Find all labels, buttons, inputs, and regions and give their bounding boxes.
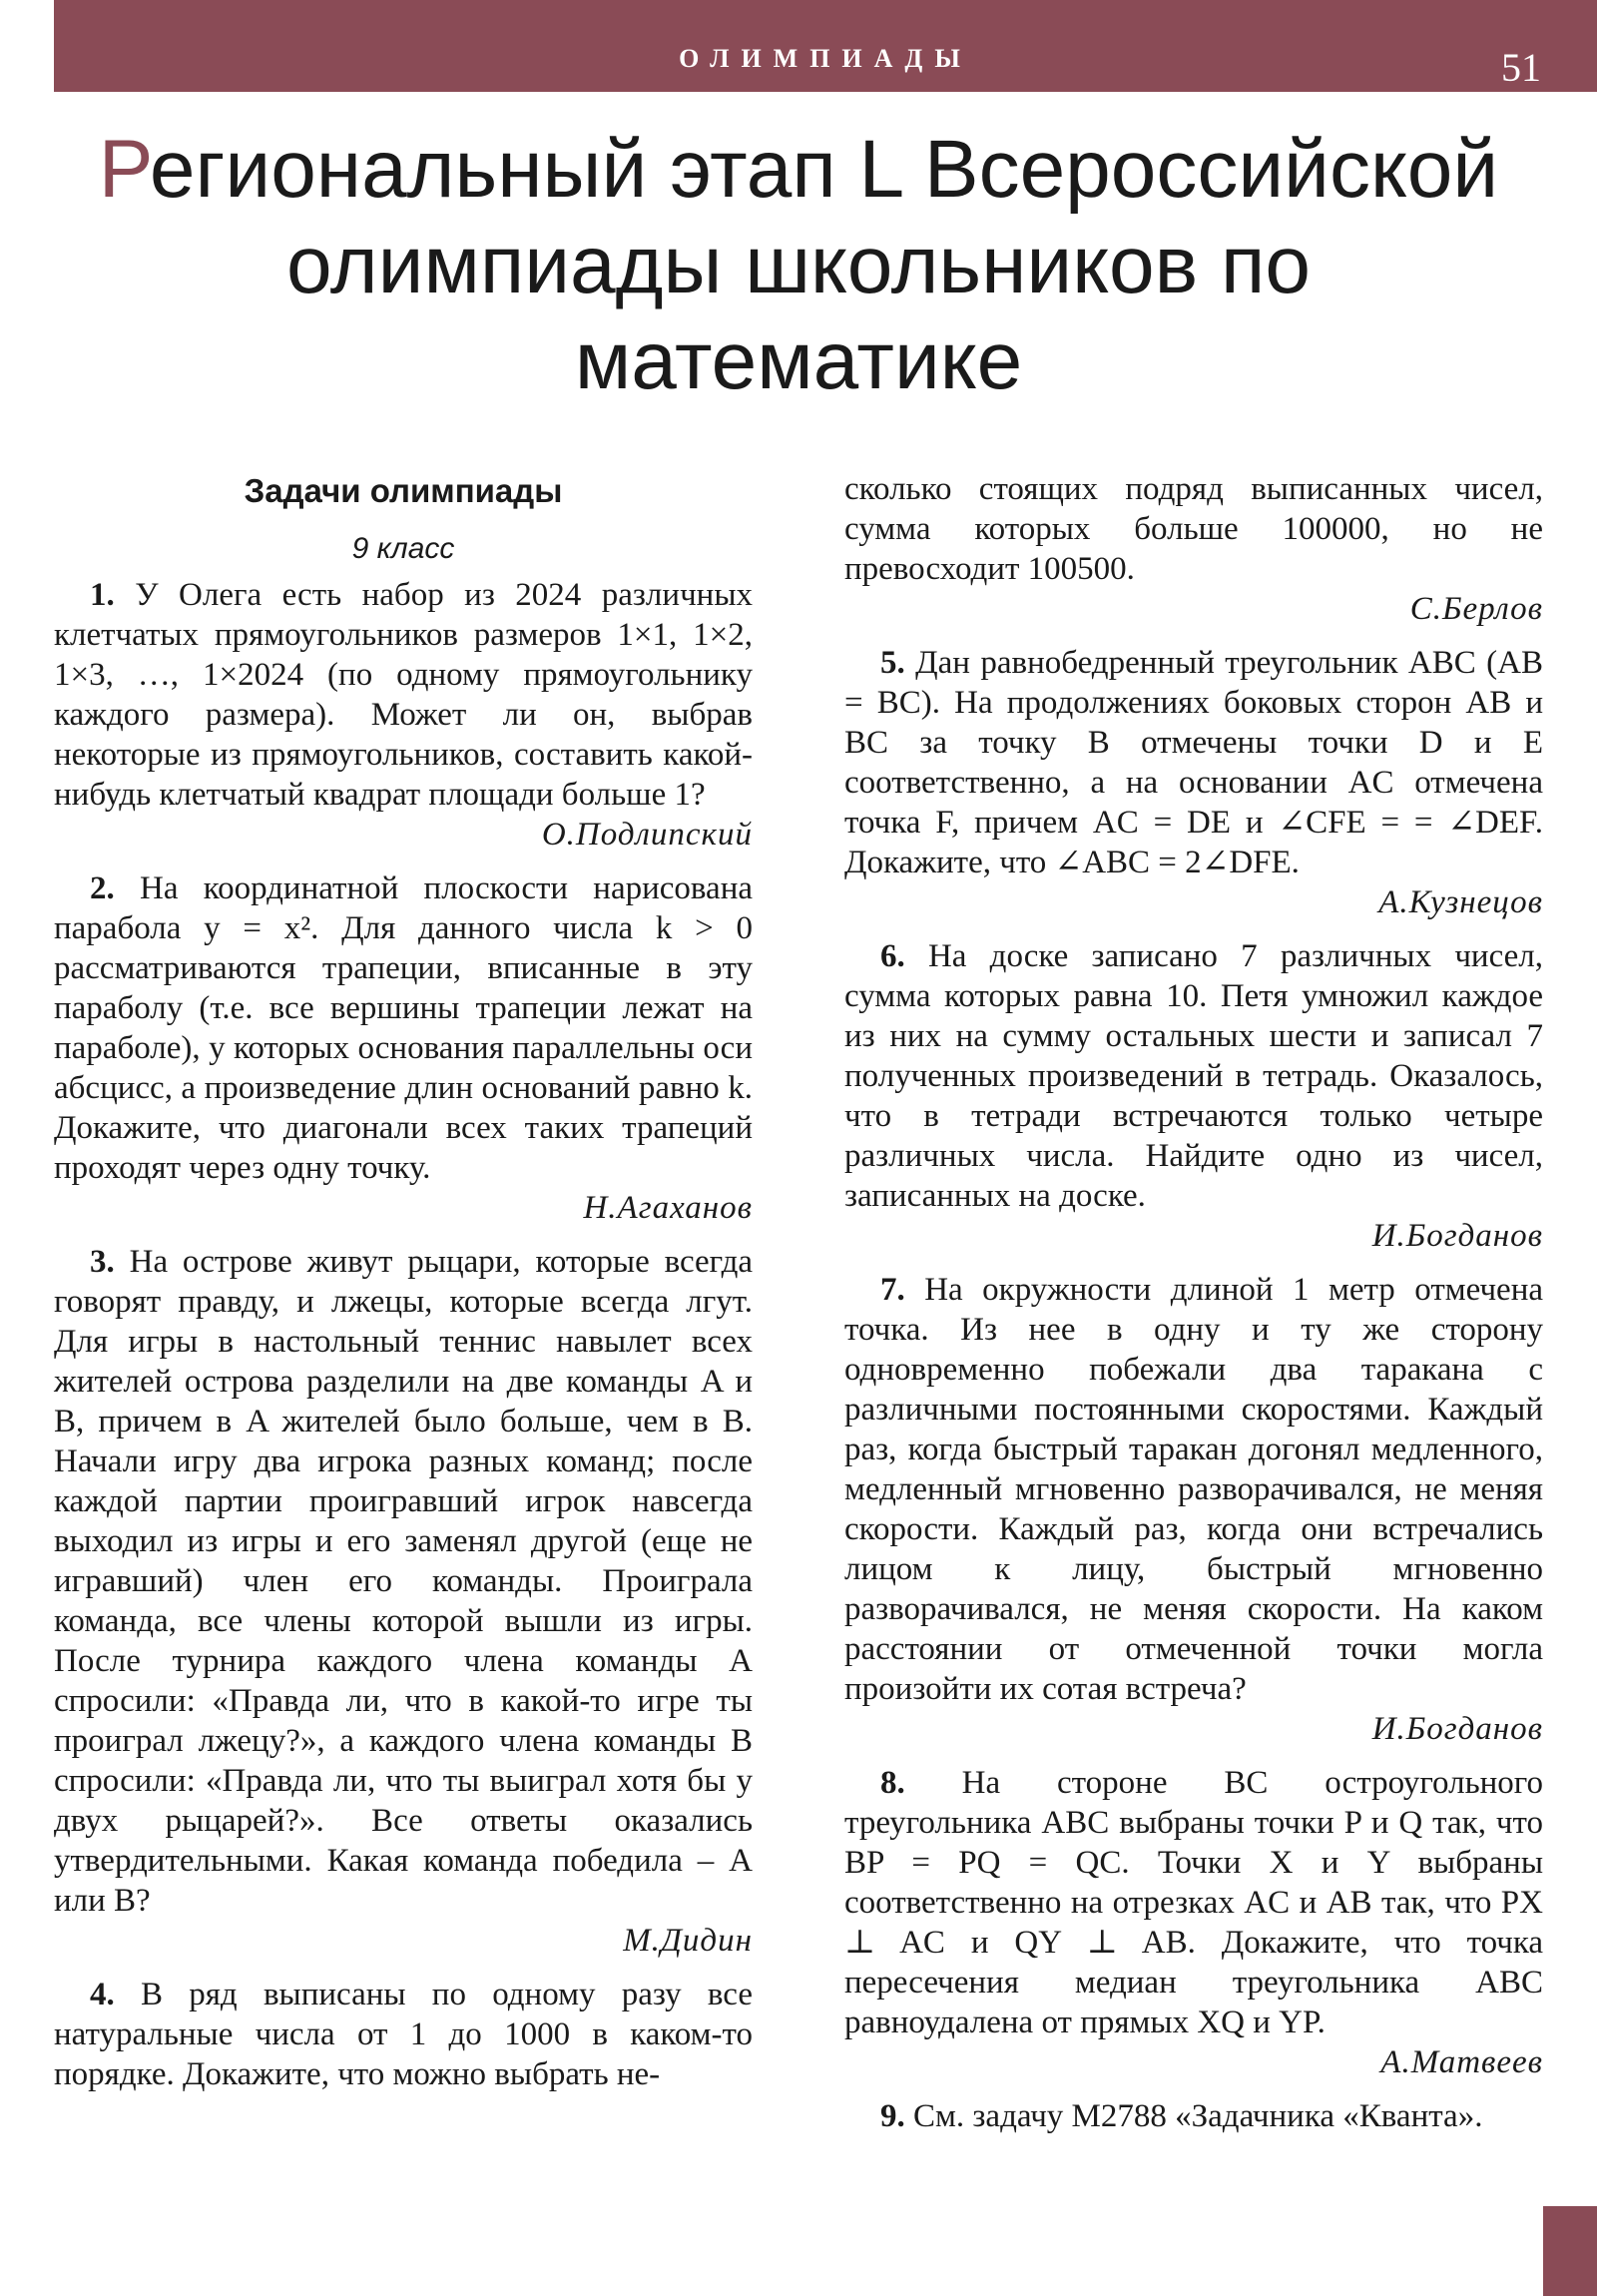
problem-number: 7. xyxy=(880,1272,905,1308)
problem-3 xyxy=(54,1242,753,1961)
problem-5 xyxy=(844,643,1543,922)
right-column xyxy=(844,469,1543,2150)
problem-text: сколько стоящих подряд выписанных чисел, сумма которых больше 100000, но не превосходит 100500. xyxy=(844,471,1543,587)
title-text: егиональный этап L Всероссийской олимпиады школьников по математике xyxy=(149,124,1499,406)
problem-4-continued xyxy=(844,469,1543,629)
problem-1 xyxy=(54,575,753,855)
problem-number: 1. xyxy=(90,577,115,613)
title-initial-letter: Р xyxy=(98,124,150,215)
problem-author: А.Матвеев xyxy=(1380,2044,1543,2080)
problem-number: 5. xyxy=(880,645,905,681)
problem-text: На острове живут рыцари, которые всегда говорят правду, и лжецы, которые всегда лгут. Для игры в настольный теннис навылет всех жителей острова разделили на две команды A и B, причем в A жителей было больше, чем в B. Начали игру два игрока разных команд; после каждой партии проигравший игрок навсегда выходил из игры и его заменял другой (еще не игравший) член его команды. Проиграла команда, все члены которой вышли из игры. После турнира каждого члена команды A спросили: «Правда ли, что в какой-то игре ты проиграл лжецу?», а каждого члена команды B спросили: «Правда ли, что ты выиграл хотя бы у двух рыцарей?». Все ответы оказались утвердительными. Какая команда победила – A или B? xyxy=(54,1244,754,1919)
problem-text: В ряд выписаны по одному разу все натуральные числа от 1 до 1000 в каком-то порядке. Докажите, что можно выбрать не- xyxy=(54,1977,754,2092)
problem-text: Дан равнобедренный треугольник ABC (AB = BC). На продолжениях боковых сторон AB и BC за точку B отмечены точки D и E соответственно, а на основании AC отмечена точка F, причем AC = DE и ∠CFE = = ∠DEF. Докажите, что ∠ABC = 2∠DFE. xyxy=(844,645,1543,880)
problem-6 xyxy=(844,936,1543,1256)
problem-text: На окружности длиной 1 метр отмечена точка. Из нее в одну и ту же сторону одновременно побежали два таракана с различными постоянными скоростями. Каждый раз, когда быстрый таракан догонял медленного, медленный мгновенно разворачивался, не меняя скорости. Каждый раз, когда они встречались лицом к лицу, быстрый мгновенно разворачивался, не меняя скорости. На каком расстоянии от отмеченной точки могла произойти их сотая встреча? xyxy=(844,1272,1543,1707)
page-title xyxy=(60,122,1537,409)
problem-author: И.Богданов xyxy=(1371,1218,1543,1254)
problem-text: На доске записано 7 различных чисел, сумма которых равна 10. Петя умножил каждое из них на сумму остальных шести и записал 7 полученных произведений в тетрадь. Оказалось, что в тетради встречаются только четыре различных числа. Найдите одно из чисел, записанных на доске. xyxy=(844,938,1543,1214)
problem-number: 3. xyxy=(90,1244,115,1280)
problem-4 xyxy=(54,1975,753,2094)
problem-text: См. задачу М2788 «Задачника «Кванта». xyxy=(913,2098,1483,2134)
problem-author: А.Кузнецов xyxy=(1378,884,1543,920)
section-heading: Задачи олимпиады xyxy=(244,472,563,509)
problem-9 xyxy=(844,2096,1543,2136)
problem-number: 6. xyxy=(880,938,905,974)
problem-author: С.Берлов xyxy=(1409,591,1543,627)
problem-text: На координатной плоскости нарисована парабола y = x². Для данного числа k > 0 рассматриваются трапеции, вписанные в эту параболу (т.е. все вершины трапеции лежат на параболе), у которых основания параллельны оси абсцисс, а произведение длин оснований равно k. Докажите, что диагонали всех таких трапеций проходят через одну точку. xyxy=(54,870,754,1186)
problem-2 xyxy=(54,868,753,1228)
problem-author: И.Богданов xyxy=(1371,1711,1543,1747)
page-number: 51 xyxy=(1501,45,1541,90)
left-column xyxy=(54,469,753,2108)
header-bar xyxy=(54,0,1597,92)
section-label: ОЛИМПИАДЫ xyxy=(679,44,972,73)
problem-author: М.Дидин xyxy=(623,1923,753,1959)
problem-author: Н.Агаханов xyxy=(583,1190,753,1226)
corner-decoration xyxy=(1543,2206,1597,2296)
problem-number: 2. xyxy=(90,870,115,906)
problem-number: 8. xyxy=(880,1765,905,1801)
problem-7 xyxy=(844,1270,1543,1749)
problem-text: У Олега есть набор из 2024 различных клетчатых прямоугольников размеров 1×1, 1×2, 1×3, …, 1×2024 (по одному прямоугольнику каждого размера). Может ли он, выбрав некоторые из прямоугольников, составить какой-нибудь клетчатый квадрат площади больше 1? xyxy=(54,577,753,813)
problem-8 xyxy=(844,1763,1543,2082)
problem-number: 9. xyxy=(880,2098,905,2134)
grade-label: 9 класс xyxy=(351,532,455,565)
problem-author: О.Подлипский xyxy=(541,817,753,853)
problem-number: 4. xyxy=(90,1977,115,2012)
problem-text: На стороне BC остроугольного треугольника ABC выбраны точки P и Q так, что BP = PQ = QC. Точки X и Y выбраны соответственно на отрезках AC и AB так, что PX ⊥ AC и QY ⊥ AB. Докажите, что точка пересечения медиан треугольника ABC равноудалена от прямых XQ и YP. xyxy=(844,1765,1543,2040)
